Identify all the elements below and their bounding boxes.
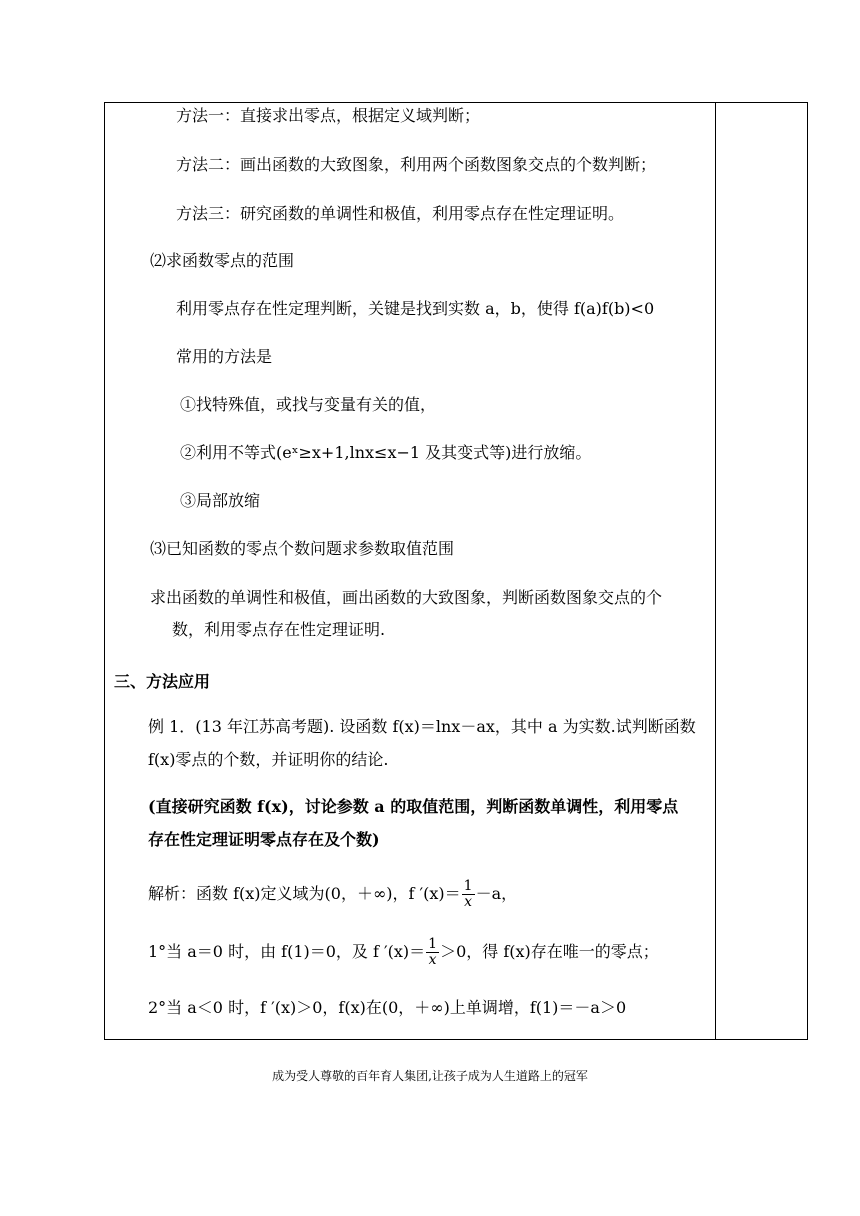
case-1-text-start: 1°当 a＝0 时，由 f(1)＝0，及 f ′(x)＝ (148, 942, 426, 961)
method-item-3: ③局部放缩 (180, 491, 261, 510)
method-item-1: ①找特殊值，或找与变量有关的值， (180, 395, 437, 414)
hint-line1: (直接研究函数 f(x)，讨论参数 a 的取值范围，判断函数单调性，利用零点 (148, 797, 679, 816)
method-one: 方法一：直接求出零点，根据定义域判断； (176, 106, 481, 125)
paragraph-3-line2: 数，利用零点存在性定理证明. (172, 620, 386, 639)
paragraph-3-line1: 求出函数的单调性和极值，画出函数的大致图象，判断函数图象交点的个 (150, 588, 663, 607)
example-1-line2: f(x)零点的个数，并证明你的结论. (148, 750, 389, 769)
example-1-line1: 例 1．(13 年江苏高考题). 设函数 f(x)＝lnx－ax，其中 a 为实数.试判断函数 (148, 717, 696, 736)
fraction-denominator: x (464, 894, 473, 910)
solution-line (148, 876, 517, 912)
column-divider-2 (807, 103, 808, 1039)
solution-text-start: 解析：函数 f(x)定义域为(0，＋∞)，f ′(x)＝ (148, 884, 461, 903)
section-2-title: ⑵求函数零点的范围 (150, 251, 295, 270)
case-1-line (148, 934, 659, 970)
section-heading-method-application: 三、方法应用 (114, 672, 211, 691)
section-3-title: ⑶已知函数的零点个数问题求参数取值范围 (150, 539, 455, 558)
fraction-one-over-x (462, 879, 475, 910)
page-footer: 成为受人尊敬的百年育人集团,让孩子成为人生道路上的冠军 (272, 1069, 588, 1083)
fraction-numerator-2: 1 (428, 936, 438, 952)
fraction-one-over-x-2 (426, 937, 439, 968)
solution-text-end: －a， (475, 884, 518, 903)
fraction-numerator: 1 (463, 878, 473, 894)
method-three: 方法三：研究函数的单调性和极值，利用零点存在性定理证明。 (176, 204, 625, 223)
paragraph-zero-theorem: 利用零点存在性定理判断，关键是找到实数 a，b，使得 f(a)f(b)<0 (176, 299, 655, 318)
case-1-text-end: ＞0，得 f(x)存在唯一的零点； (440, 942, 659, 961)
method-item-2: ②利用不等式(eˣ≥x+1,lnx≤x−1 及其变式等)进行放缩。 (180, 443, 592, 462)
column-divider-1 (715, 103, 716, 1039)
hint-line2: 存在性定理证明零点存在及个数) (148, 830, 380, 849)
fraction-denominator-2: x (428, 952, 437, 968)
case-2-line: 2°当 a＜0 时，f ′(x)＞0，f(x)在(0，＋∞)上单调增，f(1)＝－a＞0 (148, 998, 627, 1017)
paragraph-common-methods: 常用的方法是 (176, 347, 273, 366)
method-two: 方法二：画出函数的大致图象，利用两个函数图象交点的个数判断； (176, 155, 657, 174)
